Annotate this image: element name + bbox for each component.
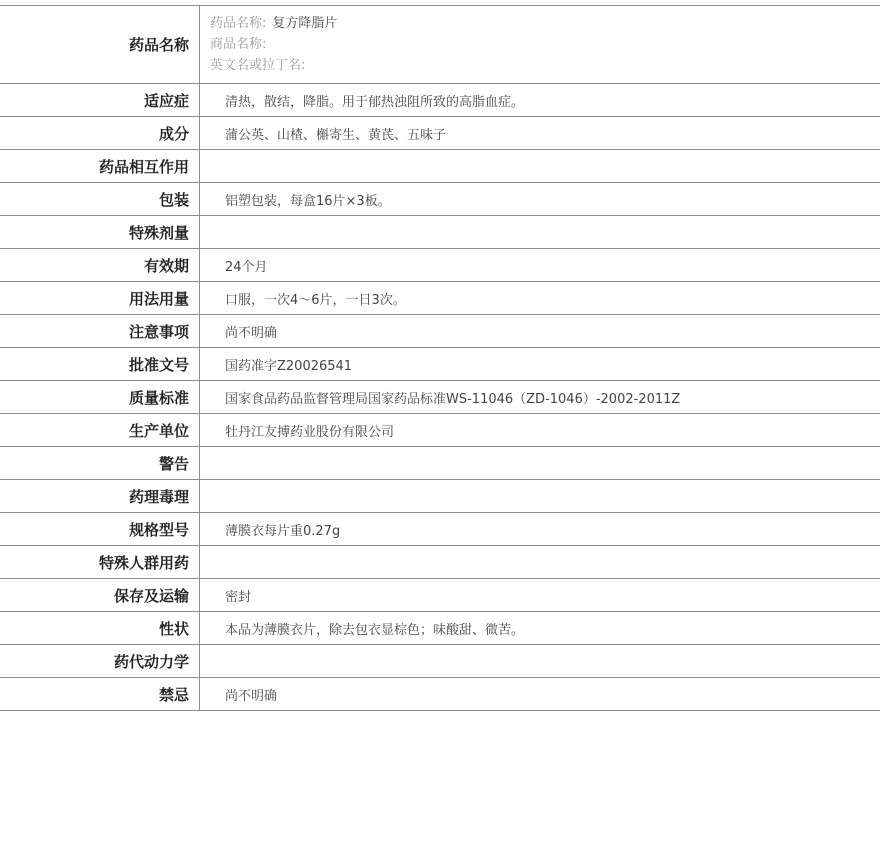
row-label: 生产单位 [0, 414, 200, 446]
row-value: 口服，一次4～6片，一日3次。 [225, 292, 406, 308]
row-value: 清热，散结，降脂。用于郁热浊阻所致的高脂血症。 [225, 94, 525, 110]
row-label: 成分 [0, 117, 200, 149]
row-label: 保存及运输 [0, 579, 200, 611]
row-value: 蒲公英、山楂、槲寄生、黄芪、五味子 [225, 127, 447, 143]
row-label: 包装 [0, 183, 200, 215]
row-value [200, 447, 880, 479]
table-row-specification [0, 512, 880, 545]
row-value: 本品为薄膜衣片，除去包衣显棕色；味酸甜、微苦。 [225, 622, 525, 638]
row-value: 24个月 [225, 259, 268, 275]
table-row-shelf-life [0, 248, 880, 281]
row-label: 适应症 [0, 84, 200, 116]
table-row-warning [0, 446, 880, 479]
row-value: 尚不明确 [225, 688, 278, 704]
row-value [200, 480, 880, 512]
row-label: 规格型号 [0, 513, 200, 545]
row-label: 特殊人群用药 [0, 546, 200, 578]
drug-info-table [0, 5, 880, 711]
table-row-description [0, 611, 880, 644]
row-value: 薄膜衣每片重0.27g [225, 523, 341, 539]
row-value: 国药准字Z20026541 [225, 358, 353, 374]
generic-name-key: 药品名称: [210, 16, 267, 31]
table-row-precautions [0, 314, 880, 347]
table-row-quality-standard [0, 380, 880, 413]
row-value [200, 645, 880, 677]
generic-name-value: 复方降脂片 [272, 16, 338, 31]
drug-name-row [0, 5, 880, 83]
row-label: 用法用量 [0, 282, 200, 314]
row-label: 特殊剂量 [0, 216, 200, 248]
row-value [200, 216, 880, 248]
trade-name-line [210, 34, 266, 55]
table-row-storage [0, 578, 880, 611]
row-label: 药理毒理 [0, 480, 200, 512]
table-row-interactions [0, 149, 880, 182]
trade-name-key: 商品名称: [210, 37, 267, 52]
row-label: 批准文号 [0, 348, 200, 380]
table-row-ingredients [0, 116, 880, 149]
table-row-pharmacology [0, 479, 880, 512]
row-value: 国家食品药品监督管理局国家药品标准WS-11046（ZD-1046）-2002-2011Z [225, 391, 681, 407]
table-row-packaging [0, 182, 880, 215]
english-name-key: 英文名或拉丁名: [210, 58, 306, 73]
table-row-approval-number [0, 347, 880, 380]
english-name-line [210, 55, 305, 76]
table-row-special-populations [0, 545, 880, 578]
table-row-contraindications [0, 677, 880, 711]
table-row-usage [0, 281, 880, 314]
row-label: 性状 [0, 612, 200, 644]
row-label: 注意事项 [0, 315, 200, 347]
drug-name-label: 药品名称 [0, 6, 200, 83]
drug-name-cell [200, 6, 880, 83]
row-label: 警告 [0, 447, 200, 479]
generic-name-line [210, 13, 337, 34]
row-value: 密封 [225, 589, 252, 605]
table-row-manufacturer [0, 413, 880, 446]
row-value [200, 546, 880, 578]
row-label: 药品相互作用 [0, 150, 200, 182]
row-label: 有效期 [0, 249, 200, 281]
row-value: 铝塑包装，每盒16片×3板。 [225, 193, 391, 209]
row-value: 尚不明确 [225, 325, 278, 341]
row-label: 质量标准 [0, 381, 200, 413]
row-label: 药代动力学 [0, 645, 200, 677]
table-row-indications [0, 83, 880, 116]
table-row-special-dosage [0, 215, 880, 248]
row-value [200, 150, 880, 182]
row-label: 禁忌 [0, 678, 200, 710]
table-row-pharmacokinetics [0, 644, 880, 677]
row-value: 牡丹江友搏药业股份有限公司 [225, 424, 395, 440]
